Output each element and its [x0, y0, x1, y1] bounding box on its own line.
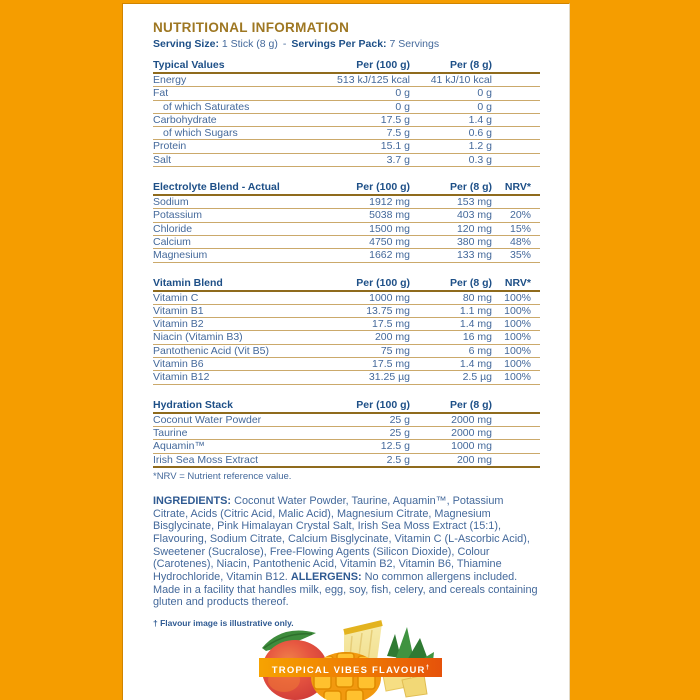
page-title: NUTRITIONAL INFORMATION: [153, 20, 350, 35]
row-per8g: 1000 mg: [451, 440, 492, 453]
table-row: [153, 74, 540, 87]
row-nrv: [492, 127, 540, 139]
row-per8g: 153 mg: [456, 196, 492, 209]
section-title: Electrolyte Blend - Actual: [153, 181, 280, 194]
row-label: Potassium: [153, 209, 203, 222]
section-title: Hydration Stack: [153, 398, 233, 411]
row-per8g: 2.5 µg: [462, 371, 492, 384]
row-label: Vitamin B2: [153, 318, 204, 331]
row-label: Sodium: [153, 196, 189, 209]
row-per100g: 0 g: [395, 87, 410, 100]
row-label: Chloride: [153, 222, 193, 235]
row-label: Vitamin B6: [153, 358, 204, 371]
col-header-per100g: Per (100 g): [356, 181, 410, 194]
row-label: Coconut Water Powder: [153, 413, 262, 426]
row-label: Aquamin™: [153, 440, 205, 453]
table-row: [153, 87, 540, 100]
row-label: Energy: [153, 74, 187, 86]
row-per100g: 200 mg: [374, 331, 410, 344]
row-label: Protein: [153, 140, 187, 153]
row-nrv: [492, 154, 540, 166]
row-nrv: [492, 101, 540, 113]
row-nrv: 20%: [509, 209, 531, 222]
col-header-per8g: Per (8 g): [449, 181, 492, 194]
row-label: of which Saturates: [163, 100, 250, 113]
row-per100g: 12.5 g: [380, 440, 410, 453]
row-label: Vitamin B1: [153, 304, 204, 317]
col-header-per8g: Per (8 g): [449, 276, 492, 289]
row-per8g: 1.4 mg: [459, 358, 492, 371]
table-row: [153, 292, 540, 305]
row-label: Salt: [153, 153, 172, 166]
col-header-nrv: NRV*: [504, 181, 531, 194]
table-row: [153, 358, 540, 371]
serving-size-label: Serving Size:: [153, 38, 219, 50]
row-nrv: 100%: [504, 331, 531, 344]
row-per8g: 1.2 g: [468, 140, 492, 153]
row-nrv: [492, 454, 540, 466]
row-per100g: 5038 mg: [369, 209, 410, 222]
flavour-image-section: [123, 616, 569, 700]
ingredients-label: INGREDIENTS:: [153, 494, 232, 507]
table-row: [153, 414, 540, 427]
row-nrv: [492, 196, 540, 208]
row-nrv: [492, 87, 540, 99]
col-header-per100g: Per (100 g): [356, 276, 410, 289]
table-header-row: [153, 398, 540, 414]
col-header-nrv: NRV*: [504, 276, 531, 289]
table-row: [153, 440, 540, 453]
table-row: [153, 154, 540, 167]
flavour-banner-dagger: †: [425, 664, 430, 671]
section-title: Typical Values: [153, 59, 225, 71]
row-per100g: 7.5 g: [386, 127, 410, 140]
table-row: [153, 196, 540, 209]
table-row: [153, 223, 540, 236]
row-nrv: 15%: [509, 222, 531, 235]
row-label: Pantothenic Acid (Vit B5): [153, 344, 269, 357]
row-per100g: 1912 mg: [369, 196, 410, 209]
nrv-footnote: *NRV = Nutrient reference value.: [153, 470, 292, 482]
row-nrv: 100%: [504, 318, 531, 331]
row-per8g: 133 mg: [456, 249, 492, 262]
serving-info: [153, 38, 540, 51]
table-row: [153, 427, 540, 440]
row-per100g: 17.5 mg: [372, 318, 410, 331]
table-row: [153, 331, 540, 344]
row-label: Vitamin B12: [153, 371, 210, 384]
row-per8g: 0 g: [477, 100, 492, 113]
row-per8g: 2000 mg: [451, 413, 492, 426]
serving-size-value: 1 Stick (8 g): [221, 38, 278, 50]
row-nrv: 35%: [509, 249, 531, 262]
table-header-row: [153, 276, 540, 292]
row-label: Magnesium: [153, 249, 208, 262]
table-row: [153, 140, 540, 153]
col-header-per100g: Per (100 g): [356, 398, 410, 411]
row-per8g: 6 mg: [468, 344, 492, 357]
table-vitamin-blend: [153, 276, 540, 385]
row-label: Vitamin C: [153, 291, 199, 304]
table-row: [153, 127, 540, 140]
row-per100g: 13.75 mg: [366, 304, 410, 317]
table-row: [153, 101, 540, 114]
row-per100g: 15.1 g: [380, 140, 410, 153]
row-per100g: 75 mg: [380, 344, 410, 357]
row-per8g: 0 g: [477, 87, 492, 100]
row-per8g: 403 mg: [456, 209, 492, 222]
row-label: Calcium: [153, 235, 191, 248]
row-label: Carbohydrate: [153, 113, 217, 126]
row-per8g: 380 mg: [456, 235, 492, 248]
servings-per-pack-value: 7 Servings: [389, 38, 440, 50]
row-label: Fat: [153, 87, 169, 100]
col-header-per100g: Per (100 g): [356, 59, 410, 71]
ingredients-paragraph: [153, 495, 540, 609]
row-nrv: [492, 140, 540, 152]
table-electrolyte-blend: [153, 180, 540, 262]
row-per8g: 41 kJ/10 kcal: [430, 74, 492, 86]
separator-dash: -: [282, 38, 287, 50]
row-per100g: 0 g: [395, 100, 410, 113]
ingredients-text: Coconut Water Powder, Taurine, Aquamin™, Potassium Citrate, Acids (Citric Acid, Malic Acid), Magnesium Citrate, Magnesium Bisglycinate, Pink Himalayan Crystal Salt, Irish Sea Moss Extract (15:1), Flavouring, Sodium Citrate, Calcium Bisglycinate, Vitamin C (L-Ascorbic Acid), Sweetener (Sucralose), Free-Flowing Agents (Silicon Dioxide), Colour (Carotenes), Niacin, Pantothenic Acid, Vitamin B2, Vitamin B6, Thiamine Hydrochloride, Vitamin B12.: [153, 494, 530, 584]
table-header-row: [153, 180, 540, 196]
allergens-label: ALLERGENS:: [290, 571, 362, 584]
row-label: of which Sugars: [163, 127, 238, 140]
table-row: [153, 454, 540, 468]
row-per100g: 31.25 µg: [368, 371, 410, 384]
section-title: Vitamin Blend: [153, 276, 223, 289]
table-row: [153, 114, 540, 127]
row-per8g: 1.4 g: [468, 113, 492, 126]
row-per8g: 120 mg: [456, 222, 492, 235]
table-row: [153, 209, 540, 222]
row-nrv: 100%: [504, 344, 531, 357]
row-per100g: 17.5 mg: [372, 358, 410, 371]
table-header-row: [153, 58, 540, 74]
row-label: Taurine: [153, 426, 188, 439]
row-nrv: 48%: [509, 235, 531, 248]
row-nrv: [492, 427, 540, 439]
flavour-banner-label: TROPICAL VIBES FLAVOUR: [271, 665, 426, 677]
label-content: [123, 20, 569, 628]
col-header-per8g: Per (8 g): [449, 59, 492, 71]
table-row: [153, 236, 540, 249]
allergens-text: No common allergens included. Made in a facility that handles milk, egg, soy, fish, celery, and cereals containing gluten and products thereof.: [153, 571, 538, 609]
row-per8g: 16 mg: [462, 331, 492, 344]
row-label: Niacin (Vitamin B3): [153, 331, 243, 344]
row-per100g: 2.5 g: [386, 453, 410, 466]
row-per100g: 25 g: [389, 413, 410, 426]
col-header-nrv: [492, 398, 540, 412]
row-nrv: 100%: [504, 371, 531, 384]
col-header-nrv: [492, 58, 540, 72]
nutrition-label-card: [122, 3, 570, 700]
row-nrv: [492, 114, 540, 126]
col-header-per8g: Per (8 g): [449, 398, 492, 411]
row-per8g: 0.3 g: [468, 153, 492, 166]
row-nrv: [492, 440, 540, 452]
row-per8g: 80 mg: [462, 291, 492, 304]
table-row: [153, 318, 540, 331]
table-row: [153, 371, 540, 384]
row-nrv: 100%: [504, 358, 531, 371]
row-per100g: 17.5 g: [380, 113, 410, 126]
row-per100g: 1000 mg: [369, 291, 410, 304]
table-row: [153, 305, 540, 318]
row-nrv: 100%: [504, 304, 531, 317]
row-per8g: 0.6 g: [468, 127, 492, 140]
flavour-image-footnote: † Flavour image is illustrative only.: [153, 618, 294, 629]
row-per100g: 3.7 g: [386, 153, 410, 166]
row-per8g: 2000 mg: [451, 426, 492, 439]
flavour-banner: [259, 658, 442, 677]
row-per100g: 4750 mg: [369, 235, 410, 248]
row-label: Irish Sea Moss Extract: [153, 453, 259, 466]
row-nrv: [492, 414, 540, 426]
row-per8g: 200 mg: [456, 453, 492, 466]
row-nrv: [492, 74, 540, 86]
row-per8g: 1.4 mg: [459, 318, 492, 331]
row-per100g: 1662 mg: [369, 249, 410, 262]
table-typical-values: [153, 58, 540, 167]
servings-per-pack-label: Servings Per Pack:: [291, 38, 387, 50]
table-row: [153, 249, 540, 262]
row-per100g: 1500 mg: [369, 222, 410, 235]
table-hydration-stack: [153, 398, 540, 468]
row-nrv: 100%: [504, 291, 531, 304]
table-row: [153, 345, 540, 358]
row-per100g: 25 g: [389, 426, 410, 439]
row-per8g: 1.1 mg: [459, 304, 492, 317]
row-per100g: 513 kJ/125 kcal: [337, 74, 410, 86]
